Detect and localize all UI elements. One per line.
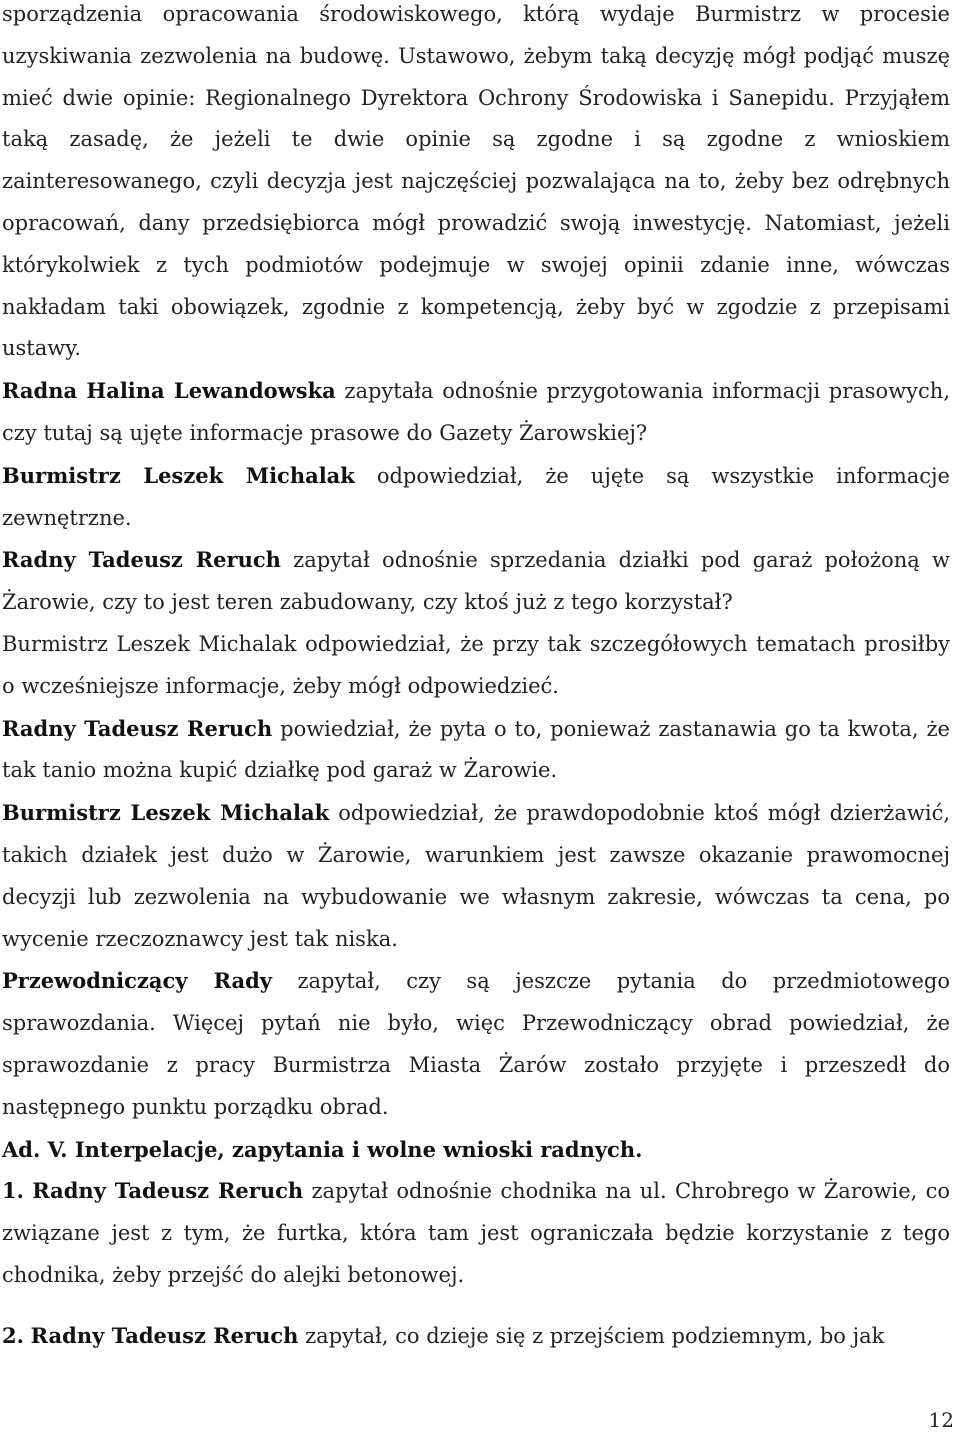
numbered-item (2, 1315, 950, 1358)
item-number: 1. (2, 1178, 24, 1204)
numbered-item (2, 1170, 950, 1296)
paragraph-text: powiedział, że pyta o to, ponieważ zastanawia go ta kwota, że tak tanio można kupić działkę pod garaż w Żarowie. (2, 716, 950, 783)
paragraph-text: odpowiedział, że ujęte są wszystkie informacje zewnętrzne. (2, 463, 950, 530)
item-number: 2. (2, 1322, 24, 1348)
speaker-name: Radny Tadeusz Reruch (32, 1178, 304, 1204)
speaker-name: Radna Halina Lewandowska (2, 378, 336, 404)
item-text: zapytał odnośnie chodnika na ul. Chrobrego w Żarowie, co związane jest z tym, że furtka, która tam jest ograniczała będzie korzystanie z tego chodnika, żeby przejść do alejki betonowej. (2, 1179, 950, 1287)
page-number: 12 (928, 1408, 954, 1432)
paragraph (2, 624, 950, 708)
paragraph (2, 792, 950, 960)
paragraph (2, 539, 950, 624)
paragraph (2, 708, 950, 793)
speaker-name: Burmistrz Leszek Michalak (2, 800, 330, 826)
speaker-name: Przewodniczący Rady (2, 968, 272, 994)
paragraph-text: sporządzenia opracowania środowiskowego, którą wydaje Burmistrz w procesie uzyskiwania zezwolenia na budowę. Ustawowo, żebym taką decyzję mógł podjąć muszę mieć dwie opinie: Regionalnego Dyrektora Ochrony Środowiska i Sanepidu. Przyjąłem taką zasadę, że jeżeli te dwie opinie są zgodne i są zgodne z wnioskiem zainteresowanego, czyli decyzja jest najczęściej pozwalająca na to, żeby bez odrębnych opracowań, dany przedsiębiorca mógł prowadzić swoją inwestycję. Natomiast, jeżeli którykolwiek z tych podmiotów podejmuje w swojej opinii zdanie inne, wówczas nakładam taki obowiązek, zgodnie z kompetencją, żeby być w zgodzie z przepisami ustawy. (2, 2, 950, 361)
speaker-name: Burmistrz Leszek Michalak (2, 462, 355, 488)
paragraph (2, 960, 950, 1128)
section-heading: Ad. V. Interpelacje, zapytania i wolne wnioski radnych. (2, 1136, 643, 1162)
paragraph-text: odpowiedział, że prawdopodobnie ktoś mógł dzierżawić, takich działek jest dużo w Żarowie, warunkiem jest zawsze okazanie prawomocnej decyzji lub zezwolenia na wybudowanie we własnym zakresie, wówczas ta cena, po wycenie rzeczoznawcy jest tak niska. (2, 801, 951, 951)
paragraph (2, 455, 950, 540)
paragraph (2, 0, 950, 370)
paragraph-text: zapytał odnośnie sprzedania działki pod garaż położoną w Żarowie, czy to jest teren zabudowany, czy ktoś już z tego korzystał? (2, 548, 950, 615)
item-text: zapytał, co dzieje się z przejściem podziemnym, bo jak (298, 1323, 885, 1348)
speaker-name: Radny Tadeusz Reruch (2, 715, 273, 741)
speaker-name: Radny Tadeusz Reruch (30, 1322, 299, 1348)
paragraph-text: zapytała odnośnie przygotowania informacji prasowych, czy tutaj są ujęte informacje prasowe do Gazety Żarowskiej? (2, 379, 951, 445)
paragraph-text: Burmistrz Leszek Michalak odpowiedział, że przy tak szczegółowych tematach prosiłby o wcześniejsze informacje, żeby mógł odpowiedzieć. (2, 631, 950, 698)
paragraph-text: zapytał, czy są jeszcze pytania do przedmiotowego sprawozdania. Więcej pytań nie było, więc Przewodniczący obrad powiedział, że sprawozdanie z pracy Burmistrza Miasta Żarów zostało przyjęte i przeszedł do następnego punktu porządku obrad. (2, 969, 951, 1119)
paragraph (2, 370, 950, 455)
speaker-name: Radny Tadeusz Reruch (2, 547, 281, 573)
